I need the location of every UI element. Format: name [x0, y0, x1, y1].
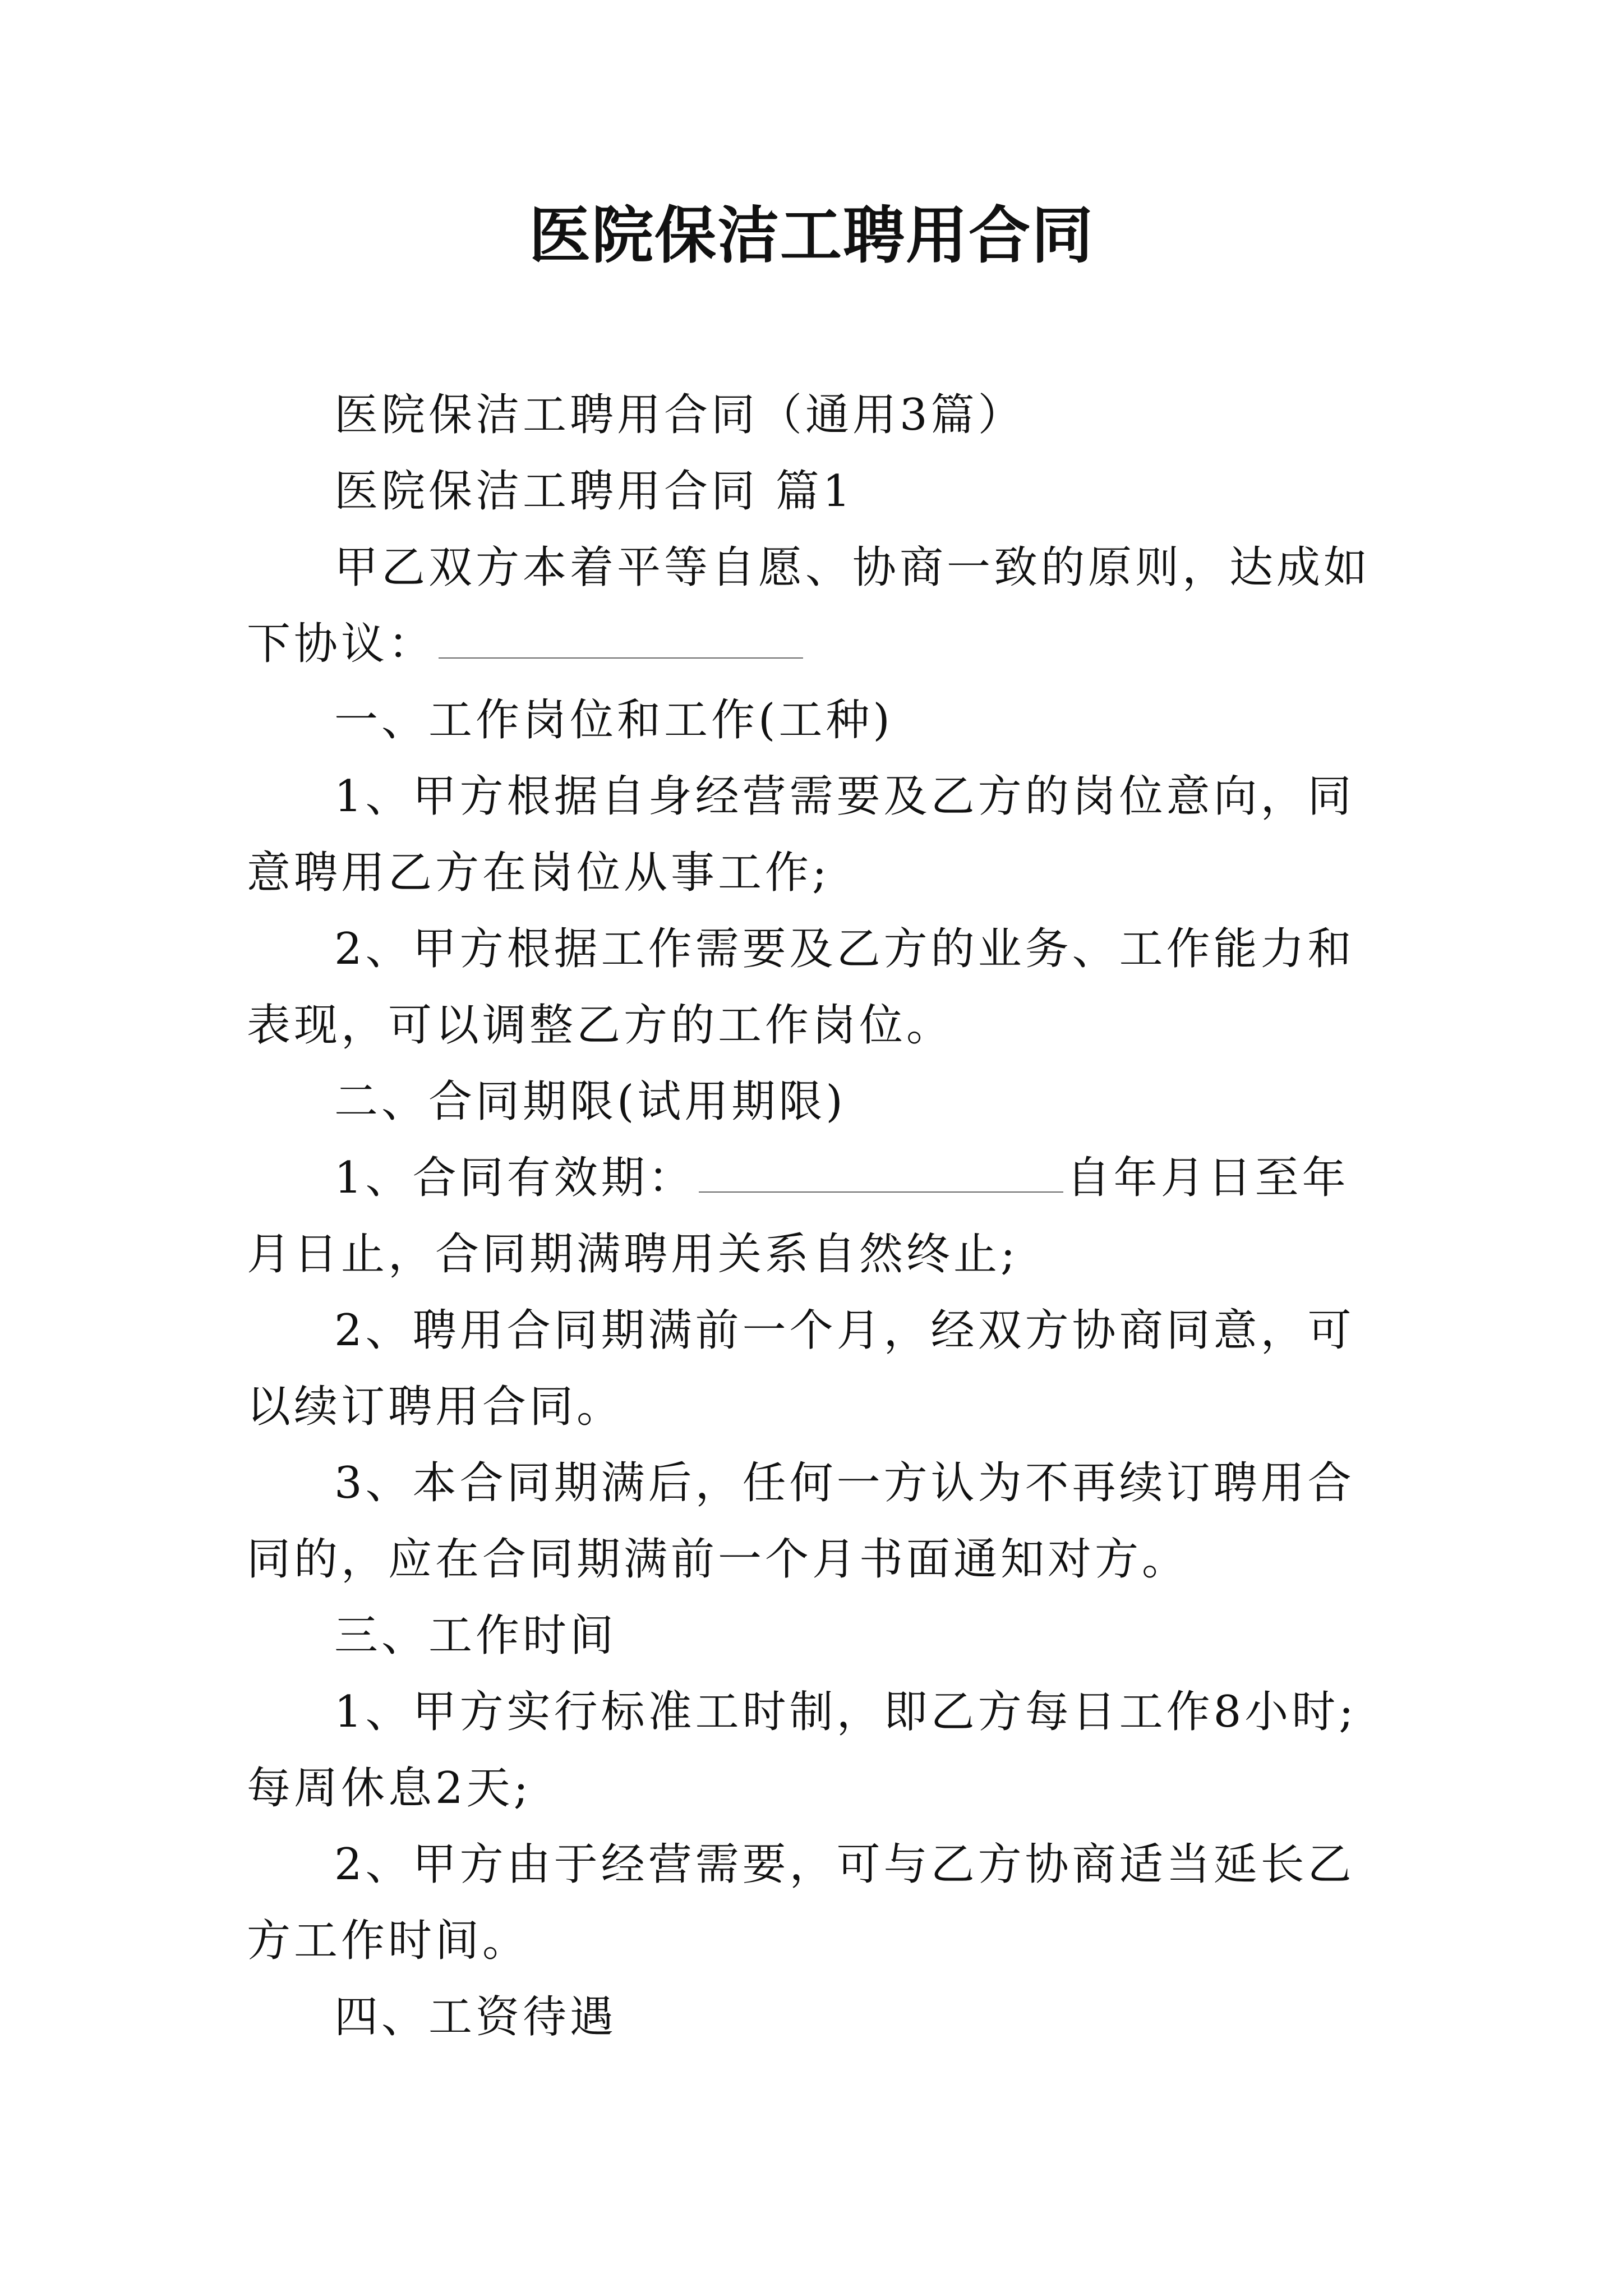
clause-3-1: 1、甲方实行标准工时制，即乙方每日工作8小时;每周休息2天; [247, 1687, 1357, 1814]
paragraph-agreement-intro [247, 530, 1385, 682]
clause-2-2: 2、聘用合同期满前一个月，经双方协商同意，可以续订聘用合同。 [247, 1305, 1355, 1432]
agreement-intro-text: 甲乙双方本着平等自愿、协商一致的原则，达成如下协议： [247, 542, 1371, 669]
paragraph-part-heading: 医院保洁工聘用合同 篇1 [334, 466, 854, 517]
document-title: 医院保洁工聘用合同 [529, 199, 1094, 272]
agreement-blank-line [439, 618, 803, 659]
section-heading-1: 一、工作岗位和工作(工种) [334, 695, 893, 746]
document-body [247, 377, 1385, 2055]
section-heading-3: 三、工作时间 [334, 1611, 617, 1661]
clause-3-2: 2、甲方由于经营需要，可与乙方协商适当延长乙方工作时间。 [247, 1839, 1355, 1966]
clause-2-1 [247, 1140, 1385, 1292]
clause-1-1: 1、甲方根据自身经营需要及乙方的岗位意向，同意聘用乙方在岗位从事工作; [247, 771, 1355, 898]
contract-period-blank-line [699, 1152, 1063, 1193]
section-heading-2: 二、合同期限(试用期限) [334, 1076, 846, 1127]
clause-2-3: 3、本合同期满后，任何一方认为不再续订聘用合同的，应在合同期满前一个月书面通知对方。 [247, 1458, 1355, 1585]
section-heading-4: 四、工资待遇 [334, 1992, 617, 2042]
paragraph-subtitle: 医院保洁工聘用合同（通用3篇） [334, 390, 1025, 440]
clause-2-1-label: 1、合同有效期： [334, 1153, 695, 1203]
clause-2-1-text: 自年月日至年月日止，合同期满聘用关系自然终止; [247, 1153, 1349, 1280]
clause-1-2: 2、甲方根据工作需要及乙方的业务、工作能力和表现，可以调整乙方的工作岗位。 [247, 924, 1355, 1051]
